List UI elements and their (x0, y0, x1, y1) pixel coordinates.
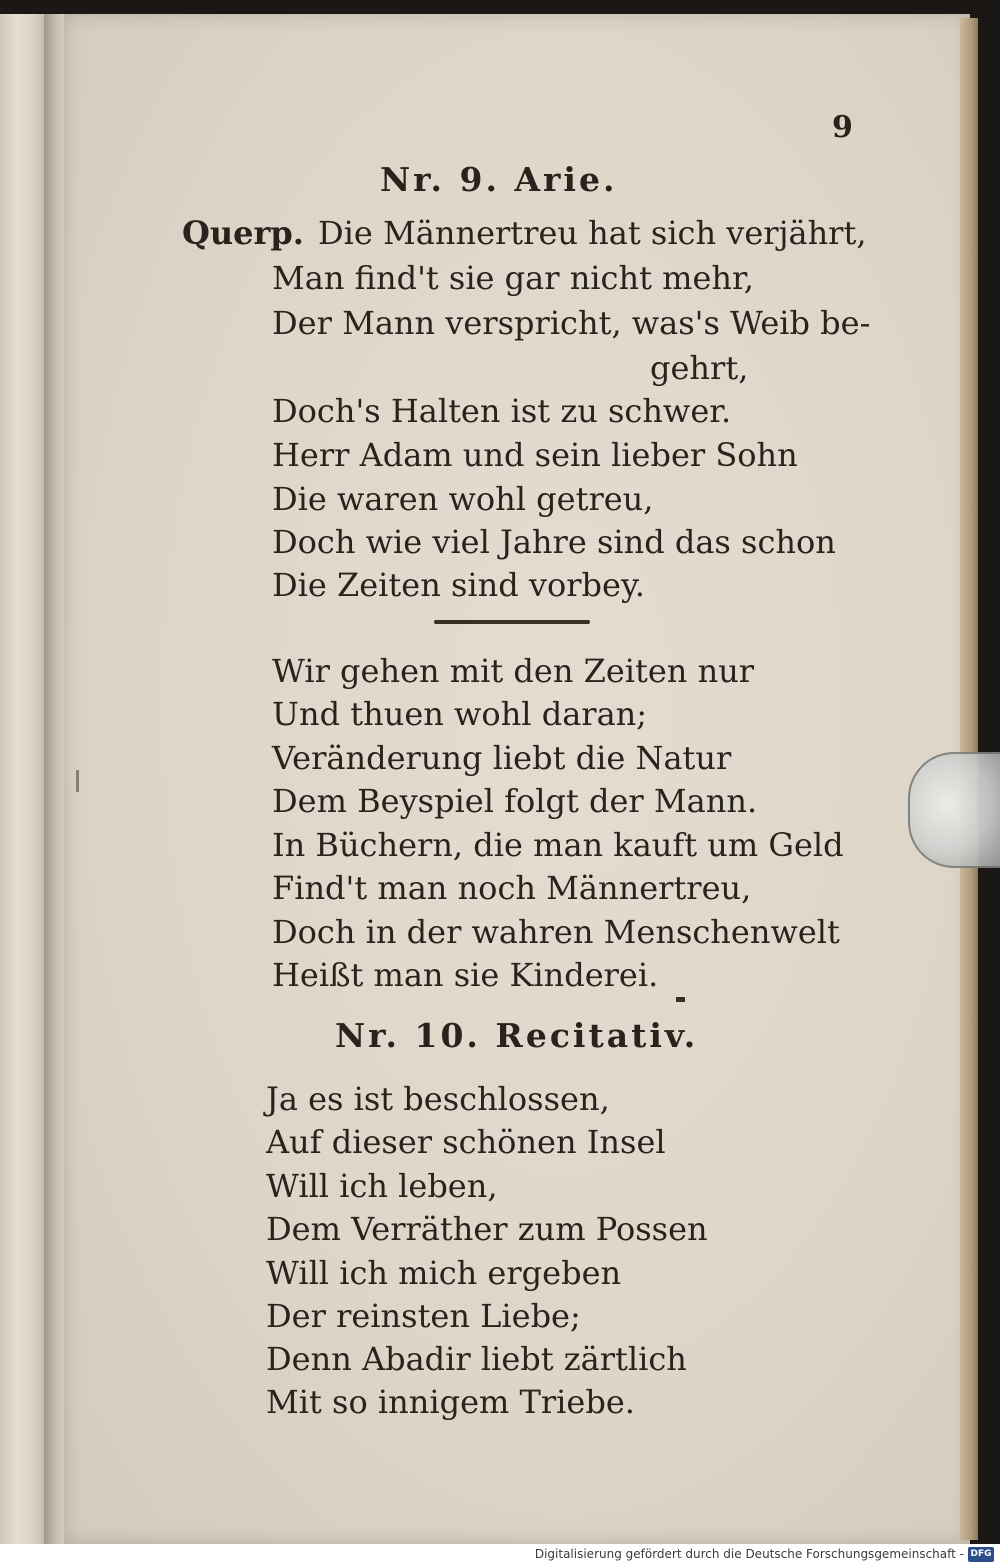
page-number: 9 (832, 110, 853, 145)
verse-line: Wir gehen mit den Zeiten nur (272, 652, 755, 690)
verse-line: Die Männertreu hat sich verjährt, (318, 214, 867, 252)
section-heading-recitativ: Nr. 10. Recitativ. (335, 1016, 699, 1055)
speaker-name: Querp. (182, 214, 304, 252)
verse-line: Ja es ist beschlossen, (266, 1080, 610, 1118)
verse-line: Heißt man sie Kinderei. (272, 956, 659, 994)
verse-line: Veränderung liebt die Natur (272, 739, 732, 777)
stanza-divider (434, 620, 590, 624)
verse-line: Find't man noch Männertreu, (272, 869, 752, 907)
verse-line: Doch wie viel Jahre sind das schon (272, 523, 836, 561)
verse-line: Man find't sie gar nicht mehr, (272, 259, 754, 297)
verse-line: Der Mann verspricht, was's Weib be- (272, 304, 871, 342)
verse-line: Doch's Halten ist zu schwer. (272, 392, 732, 430)
verse-line: Dem Verräther zum Possen (266, 1210, 708, 1248)
funding-credit: Digitalisierung gefördert durch die Deutsche Forschungsgemeinschaft - (534, 1547, 964, 1561)
verse-line: Dem Beyspiel folgt der Mann. (272, 782, 758, 820)
verse-line: In Büchern, die man kauft um Geld (272, 826, 844, 864)
binding-edge (44, 14, 66, 1544)
verse-line: Und thuen wohl daran; (272, 695, 648, 733)
verse-line: gehrt, (650, 349, 749, 387)
verse-line: Der reinsten Liebe; (266, 1297, 581, 1335)
verse-line: Herr Adam und sein lieber Sohn (272, 436, 798, 474)
verse-line: Die Zeiten sind vorbey. (272, 566, 645, 604)
book-binding (0, 14, 50, 1544)
verse-line: Doch in der wahren Menschenwelt (272, 913, 840, 951)
page-clip (908, 752, 1000, 868)
verse-line: Die waren wohl getreu, (272, 480, 654, 518)
verse-line: Mit so innigem Triebe. (266, 1383, 635, 1421)
verse-line: Will ich leben, (266, 1167, 498, 1205)
margin-mark (76, 770, 79, 792)
ink-mark (676, 997, 685, 1002)
section-heading-arie: Nr. 9. Arie. (380, 160, 618, 199)
dfg-logo[interactable]: DFG (968, 1547, 994, 1562)
verse-line: Will ich mich ergeben (266, 1254, 622, 1292)
verse-line: Denn Abadir liebt zärtlich (266, 1340, 687, 1378)
verse-line: Auf dieser schönen Insel (266, 1123, 666, 1161)
